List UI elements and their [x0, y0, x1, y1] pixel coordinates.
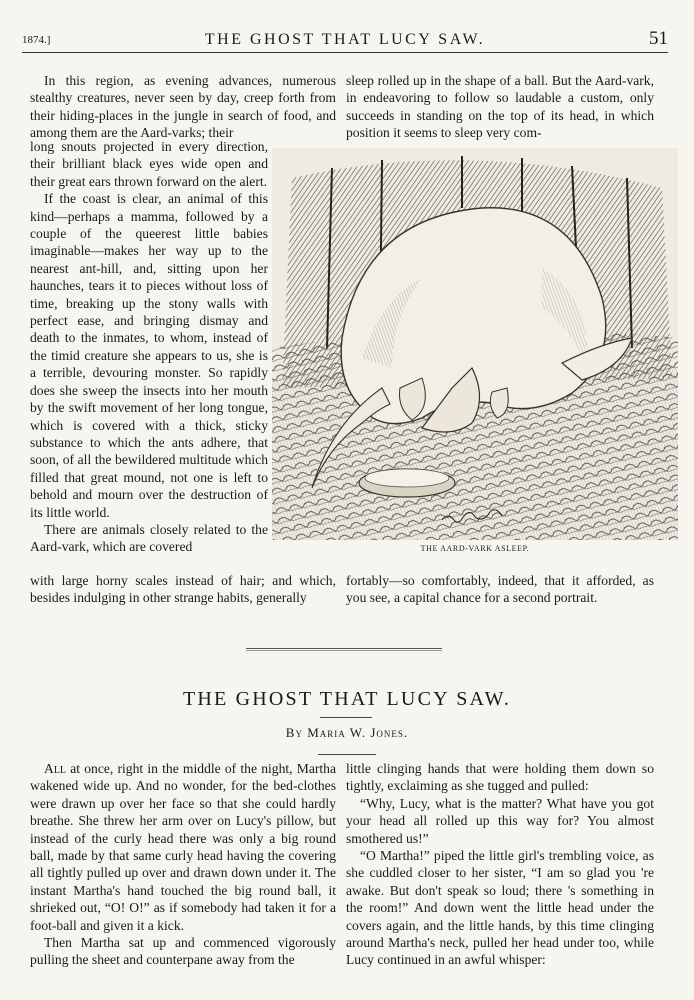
- story-lead-word: All: [44, 761, 67, 776]
- aardvark-paragraph-1-end: long snouts projected in every direction, their brilliant black eyes wide open and their great ears thrown forward on the alert.: [30, 139, 268, 189]
- aardvark-right-paragraph-end: fortably—so comfortably, indeed, that it afforded, as you see, a capital chance for a second portrait.: [346, 573, 654, 606]
- story-paragraph-3: “Why, Lucy, what is the matter? What have you got your head all rolled up this way for? You almost smothered us!”: [346, 795, 654, 846]
- story-paragraph-1: [30, 760, 336, 934]
- aardvark-engraving: [272, 148, 678, 540]
- story-rule: [318, 754, 376, 755]
- aardvark-paragraph-3-start: There are animals closely related to the Aard-vark, which are covered: [30, 521, 268, 555]
- story-paragraph-2: Then Martha sat up and commenced vigorously pulling the sheet and counterpane away from the: [30, 935, 336, 968]
- running-head-title: THE GHOST THAT LUCY SAW.: [204, 31, 486, 48]
- section-divider: [246, 648, 442, 650]
- aardvark-text-left-top: [30, 72, 336, 142]
- page-number: 51: [649, 28, 668, 49]
- story-paragraph-4: “O Martha!” piped the little girl's trembling voice, as she cuddled closer to her sister, “I am so glad you 're awake. But don't speak so loud; there 's something in the room!” And down went the little head under the covers again, and the little hands, by this time clinging around Martha's neck, pulled her head under too, while Lucy continued in an awful whisper:: [346, 848, 654, 968]
- story-column-left: [30, 760, 336, 969]
- running-head: [22, 28, 668, 53]
- story-title: THE GHOST THAT LUCY SAW.: [182, 688, 512, 710]
- story-column-right: [346, 760, 654, 969]
- aardvark-illustration: [272, 148, 678, 540]
- byline-rule: [320, 717, 372, 718]
- aardvark-text-left-bottom: [30, 572, 336, 607]
- running-head-year: 1874.]: [22, 34, 51, 46]
- story-paragraph-1-text: at once, right in the middle of the night, Martha wakened wide up. And no wonder, for the bed-clothes were drawn up over her face so that she could hardly breathe. She threw her arm over on Lucy's pillow, but instead of the curly head there was only a big round ball, made by that same curly head having the covering all tightly pulled up over and drawn down under it. The instant Martha's hand touched the big round ball, it shrieked out, “O! O!” as if somebody had taken it for a foot-ball and given it a kick.: [30, 761, 336, 933]
- aardvark-right-paragraph-start: sleep rolled up in the shape of a ball. But the Aard-vark, in endeavoring to follow so laudable a custom, only succeeds in standing on the top of its head, in which position it seems to sleep very com-: [346, 73, 654, 141]
- aardvark-text-left-narrow: [30, 138, 268, 556]
- illustration-caption: THE AARD-VARK ASLEEP.: [420, 544, 530, 553]
- byline: By Maria W. Jones.: [285, 725, 409, 740]
- story-paragraph-2-end: little clinging hands that were holding them down so tightly, exclaiming as she tugged and pulled:: [346, 761, 654, 794]
- aardvark-paragraph-2: If the coast is clear, an animal of this kind—perhaps a mamma, followed by a couple of the queerest little babies imaginable—makes her way up to the nearest ant-hill, and, sitting upon her haunches, tears it to pieces without loss of time, breaking up the stony walls with perfect ease, and bringing dismay and death to the inmates, to whom, instead of the timid creature she appears to us, she is a terrible, devouring monster. So rapidly does she sweep the insects into her mouth by the swift movement of her long tongue, which is covered with a thick, sticky substance to which the ants adhere, that soon, of all the bewildered multitude which filled that great mound, not one is left to behold and mourn over the destruction of its little world.: [30, 191, 268, 520]
- aardvark-text-right-top: [346, 72, 654, 142]
- aardvark-paragraph-3-end: with large horny scales instead of hair; and which, besides indulging in other strange habits, generally: [30, 573, 336, 606]
- aardvark-text-right-bottom: [346, 572, 654, 607]
- aardvark-paragraph-1-start: In this region, as evening advances, numerous stealthy creatures, never seen by day, creep forth from their hiding-places in the jungle in search of food, and among them are the Aard-varks; their: [30, 73, 336, 141]
